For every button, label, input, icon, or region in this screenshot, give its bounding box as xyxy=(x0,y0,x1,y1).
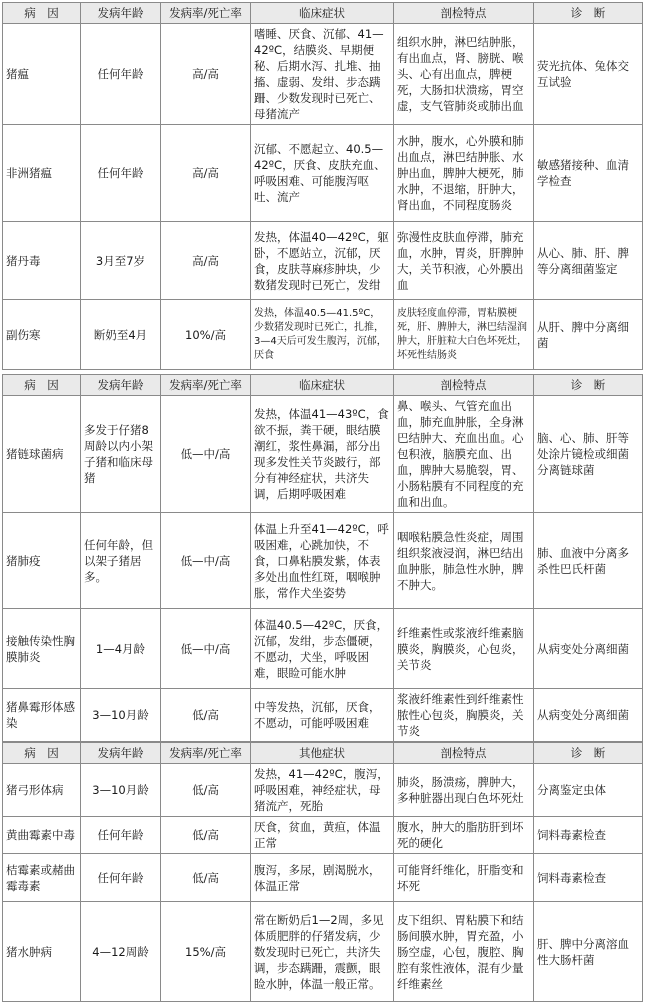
cell-rate: 高/高 xyxy=(161,125,251,222)
disease-table-section-2 xyxy=(2,374,643,742)
cell-lesions: 可能肾纤维化，肝脂变和坏死 xyxy=(394,854,534,902)
cell-symptoms: 发热，体温41—43ºC，食欲不振，粪干硬，眼结膜潮红，浆性鼻漏，部分出现多发性关节炎跛行，部分有神经症状，共济失调，后期呼吸困难 xyxy=(251,396,394,513)
header-cause: 病 因 xyxy=(3,3,81,24)
table-row xyxy=(3,902,643,1002)
header-symptoms: 其他症状 xyxy=(251,743,394,764)
cell-diagnosis: 从病变处分离细菌 xyxy=(534,689,643,742)
header-lesions: 剖检特点 xyxy=(394,375,534,396)
header-lesions: 剖检特点 xyxy=(394,3,534,24)
cell-cause: 接触传染性胸膜肺炎 xyxy=(3,609,81,689)
cell-rate: 高/高 xyxy=(161,24,251,125)
header-age: 发病年龄 xyxy=(81,743,161,764)
cell-symptoms: 体温上升至41—42ºC，呼吸困难，心跳加快，不食，口鼻粘膜发紫，体表多处出血性红斑，咽喉肿胀，常作犬坐姿势 xyxy=(251,513,394,609)
cell-symptoms: 厌食，贫血，黄疸，体温正常 xyxy=(251,817,394,854)
cell-cause: 非洲猪瘟 xyxy=(3,125,81,222)
cell-symptoms: 发热，41—42ºC，腹泻，呼吸困难，神经症状，母猪流产，死胎 xyxy=(251,764,394,817)
table-row xyxy=(3,396,643,513)
table-row xyxy=(3,689,643,742)
cell-age: 任何年龄 xyxy=(81,24,161,125)
cell-rate: 10%/高 xyxy=(161,300,251,370)
cell-diagnosis: 肺、血液中分离多杀性巴氏杆菌 xyxy=(534,513,643,609)
cell-diagnosis: 饲料毒素检查 xyxy=(534,817,643,854)
cell-symptoms: 沉郁、不愿起立、40.5—42ºC，厌食、皮肤充血、呼吸困难、可能腹泻呕吐、流产 xyxy=(251,125,394,222)
cell-cause: 猪瘟 xyxy=(3,24,81,125)
cell-diagnosis: 敏感猪接种、血清学检查 xyxy=(534,125,643,222)
header-rate: 发病率/死亡率 xyxy=(161,375,251,396)
header-rate: 发病率/死亡率 xyxy=(161,743,251,764)
cell-cause: 猪链球菌病 xyxy=(3,396,81,513)
header-diagnosis: 诊 断 xyxy=(534,3,643,24)
cell-symptoms: 发热，体温40—42ºC，躯卧，不愿站立，沉郁，厌食，皮肤荨麻疹肿块，少数猪发现时已死亡，发绀 xyxy=(251,222,394,300)
cell-rate: 低—中/高 xyxy=(161,513,251,609)
cell-age: 3—10月龄 xyxy=(81,689,161,742)
table-row xyxy=(3,609,643,689)
cell-diagnosis: 脑、心、肺、肝等处涂片镜检或细菌分离链球菌 xyxy=(534,396,643,513)
header-rate: 发病率/死亡率 xyxy=(161,3,251,24)
cell-cause: 猪肺疫 xyxy=(3,513,81,609)
cell-rate: 低/高 xyxy=(161,817,251,854)
cell-age: 1—4月龄 xyxy=(81,609,161,689)
cell-lesions: 鼻、喉头、气管充血出血，肺充血肿胀，全身淋巴结肿大、充血出血。心包积液，脑膜充血、出血，脾肿大易脆裂，胃、小肠粘膜有不同程度的充血和出血。 xyxy=(394,396,534,513)
table-header-row xyxy=(3,375,643,396)
table-row xyxy=(3,222,643,300)
cell-lesions: 纤维素性或浆液纤维素脑膜炎，胸膜炎，心包炎，关节炎 xyxy=(394,609,534,689)
cell-age: 任何年龄 xyxy=(81,854,161,902)
cell-lesions: 水肿，腹水，心外膜和肺出血点，淋巴结肿胀、水肿出血，脾肿大梗死，肺水肿，不退缩，肝肿大，肾出血，不同程度肠炎 xyxy=(394,125,534,222)
cell-age: 断奶至4月 xyxy=(81,300,161,370)
header-cause: 病 因 xyxy=(3,375,81,396)
cell-diagnosis: 分离鉴定虫体 xyxy=(534,764,643,817)
disease-table-section-1 xyxy=(2,2,643,370)
cell-diagnosis: 饲料毒素检查 xyxy=(534,854,643,902)
cell-diagnosis: 荧光抗体、兔体交互试验 xyxy=(534,24,643,125)
header-age: 发病年龄 xyxy=(81,3,161,24)
table-row xyxy=(3,300,643,370)
cell-rate: 低/高 xyxy=(161,854,251,902)
table-row xyxy=(3,513,643,609)
cell-cause: 黄曲霉素中毒 xyxy=(3,817,81,854)
cell-rate: 低/高 xyxy=(161,689,251,742)
cell-cause: 猪丹毒 xyxy=(3,222,81,300)
table-row xyxy=(3,764,643,817)
table-row xyxy=(3,817,643,854)
cell-diagnosis: 从心、肺、肝、脾等分离细菌鉴定 xyxy=(534,222,643,300)
header-diagnosis: 诊 断 xyxy=(534,743,643,764)
table-row xyxy=(3,125,643,222)
cell-diagnosis: 从病变处分离细菌 xyxy=(534,609,643,689)
header-cause: 病 因 xyxy=(3,743,81,764)
cell-rate: 高/高 xyxy=(161,222,251,300)
cell-symptoms: 发热，体温40.5—41.5ºC，少数猪发现时已死亡，扎推，3—4天后可发生腹泻，沉郁，厌食 xyxy=(251,300,394,370)
cell-cause: 猪鼻霉形体感染 xyxy=(3,689,81,742)
cell-lesions: 组织水肿，淋巴结肿胀，有出血点，肾、膀胱、喉头、心有出血点，脾梗死，大肠扣状溃疡，胃空虚，支气管肺炎或肺出血 xyxy=(394,24,534,125)
header-age: 发病年龄 xyxy=(81,375,161,396)
cell-lesions: 弥漫性皮肤血停滞，肺充血，水肿，胃炎，肝脾肿大，关节积液，心外膜出血 xyxy=(394,222,534,300)
disease-table-section-3 xyxy=(2,742,643,1002)
cell-rate: 低—中/高 xyxy=(161,396,251,513)
header-symptoms: 临床症状 xyxy=(251,3,394,24)
table-header-row xyxy=(3,743,643,764)
cell-diagnosis: 肝、脾中分离溶血性大肠杆菌 xyxy=(534,902,643,1002)
header-lesions: 剖检特点 xyxy=(394,743,534,764)
cell-symptoms: 体温40.5—42ºC，厌食，沉郁，发绀，步态僵硬，不愿动，犬坐，呼吸困难，眼睑可能水肿 xyxy=(251,609,394,689)
cell-rate: 15%/高 xyxy=(161,902,251,1002)
cell-cause: 桔霉素或赭曲霉毒素 xyxy=(3,854,81,902)
cell-cause: 副伤寒 xyxy=(3,300,81,370)
header-symptoms: 临床症状 xyxy=(251,375,394,396)
cell-age: 3月至7岁 xyxy=(81,222,161,300)
cell-lesions: 皮下组织、胃粘膜下和结肠间膜水肿，胃充盈，小肠空虚，心包，腹腔、胸腔有浆性液体，混有少量纤维素丝 xyxy=(394,902,534,1002)
cell-age: 任何年龄 xyxy=(81,125,161,222)
cell-cause: 猪弓形体病 xyxy=(3,764,81,817)
header-diagnosis: 诊 断 xyxy=(534,375,643,396)
cell-age: 任何年龄 xyxy=(81,817,161,854)
table-header-row xyxy=(3,3,643,24)
cell-cause: 猪水肿病 xyxy=(3,902,81,1002)
cell-lesions: 肺炎，肠溃疡，脾肿大，多种脏器出现白色坏死灶 xyxy=(394,764,534,817)
cell-symptoms: 中等发热，沉郁，厌食，不愿动，可能呼吸困难 xyxy=(251,689,394,742)
cell-symptoms: 腹泻，多尿，剧渴脱水，体温正常 xyxy=(251,854,394,902)
cell-lesions: 咽喉粘膜急性炎症，周围组织浆液浸润，淋巴结出血肿胀，肺急性水肿，脾不肿大。 xyxy=(394,513,534,609)
cell-lesions: 皮肤轻度血停滞，胃粘膜梗死，肝、脾肿大，淋巴结湿润肿大，肝脏粒大白色坏死灶，坏死性结肠炎 xyxy=(394,300,534,370)
cell-age: 4—12周龄 xyxy=(81,902,161,1002)
cell-rate: 低—中/高 xyxy=(161,609,251,689)
cell-age: 多发于仔猪8周龄以内小架子猪和临床母猪 xyxy=(81,396,161,513)
cell-age: 任何年龄，但以架子猪居多。 xyxy=(81,513,161,609)
cell-lesions: 浆液纤维素性到纤维素性脓性心包炎，胸膜炎，关节炎 xyxy=(394,689,534,742)
cell-diagnosis: 从肝、脾中分离细菌 xyxy=(534,300,643,370)
table-row xyxy=(3,24,643,125)
cell-lesions: 腹水，肿大的脂肪肝到坏死的硬化 xyxy=(394,817,534,854)
cell-symptoms: 嗜睡、厌食、沉郁、41—42ºC，结膜炎、早期便秘、后期水泻、扎堆、抽搐、虚弱、发绀、步态蹒跚、少数发现时已死亡、母猪流产 xyxy=(251,24,394,125)
cell-age: 3—10月龄 xyxy=(81,764,161,817)
cell-symptoms: 常在断奶后1—2周，多见体质肥胖的仔猪发病，少数发现时已死亡，共济失调，步态蹒跚，震颤，眼睑水肿，体温一般正常。 xyxy=(251,902,394,1002)
cell-rate: 低/高 xyxy=(161,764,251,817)
table-row xyxy=(3,854,643,902)
